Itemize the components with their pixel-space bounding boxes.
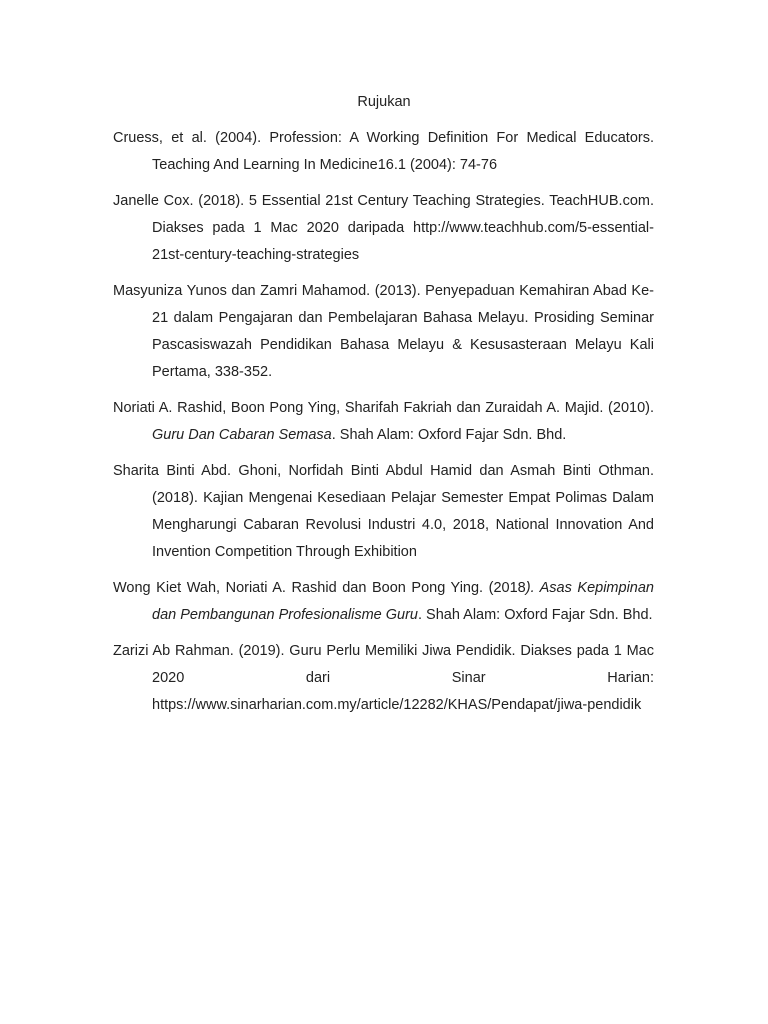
reference-entry	[113, 638, 654, 719]
page-title: Rujukan	[357, 94, 411, 110]
reference-title-italic: Guru Dan Cabaran Semasa	[152, 427, 332, 443]
reference-entry	[113, 458, 654, 566]
reference-text: Cruess, et al. (2004). Profession: A Working Definition For Medical Educators. Teaching And Learning In Medicine16.1 (2004): 74-76	[113, 130, 654, 173]
reference-text: . Shah Alam: Oxford Fajar Sdn. Bhd.	[331, 427, 567, 443]
reference-text: Janelle Cox. (2018). 5 Essential 21st Century Teaching Strategies. TeachHUB.com. Diakses pada 1 Mac 2020 daripada http://www.teachhub.com/5-essential-21st-century-teaching-strategies	[113, 193, 654, 263]
reference-entry	[113, 575, 654, 629]
reference-text: . Shah Alam: Oxford Fajar Sdn. Bhd.	[418, 607, 653, 623]
reference-entry	[113, 125, 654, 179]
reference-title-italic: ). Asas Kepimpinan dan Pembangunan Profesionalisme Guru	[152, 580, 654, 623]
reference-entry	[113, 188, 654, 269]
reference-list	[113, 125, 654, 728]
reference-entry	[113, 278, 654, 386]
reference-text: Noriati A. Rashid, Boon Pong Ying, Sharifah Fakriah dan Zuraidah A. Majid. (2010).	[113, 400, 654, 416]
reference-text: Masyuniza Yunos dan Zamri Mahamod. (2013). Penyepaduan Kemahiran Abad Ke-21 dalam Pengajaran dan Pembelajaran Bahasa Melayu. Prosiding Seminar Pascasiswazah Pendidikan Bahasa Melayu & Kesusasteraan Melayu Kali Pertama, 338-352.	[113, 283, 654, 380]
reference-text: Sharita Binti Abd. Ghoni, Norfidah Binti Abdul Hamid dan Asmah Binti Othman. (2018). Kajian Mengenai Kesediaan Pelajar Semester Empat Polimas Dalam Mengharungi Cabaran Revolusi Industri 4.0, 2018, National Innovation And Invention Competition Through Exhibition	[113, 463, 654, 560]
reference-text: Wong Kiet Wah, Noriati A. Rashid dan Boon Pong Ying. (2018	[113, 580, 526, 596]
reference-text: Zarizi Ab Rahman. (2019). Guru Perlu Memiliki Jiwa Pendidik. Diakses pada 1 Mac 2020 dari Sinar Harian: https://www.sinarharian.com.my/article/12282/KHAS/Pendapat/jiwa-pendidik	[113, 643, 654, 713]
reference-entry	[113, 395, 654, 449]
